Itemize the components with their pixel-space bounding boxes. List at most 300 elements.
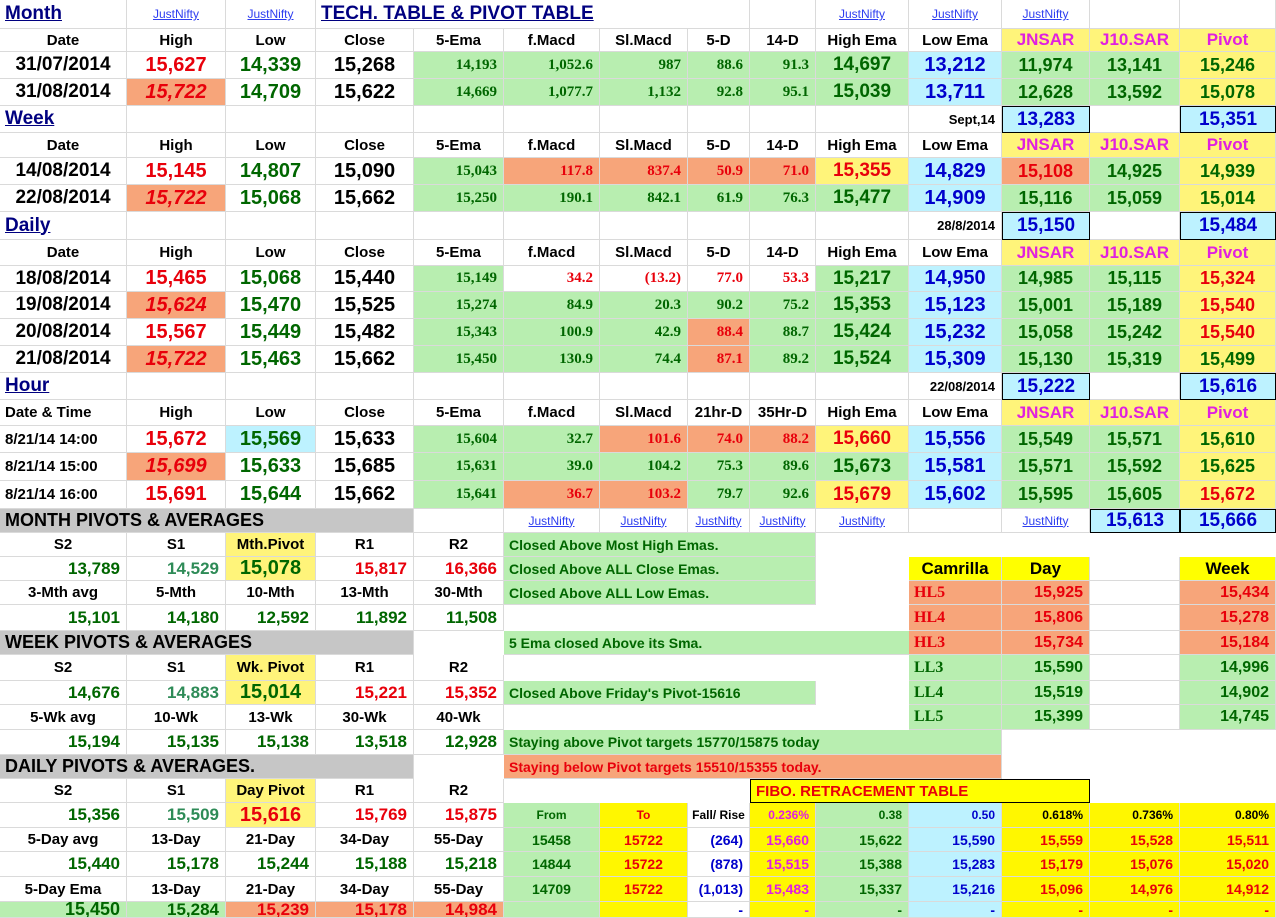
justnifty-link[interactable]: JustNifty	[127, 0, 226, 29]
column-header: f.Macd	[504, 29, 600, 52]
table-row-cell: 89.2	[750, 346, 816, 373]
table-row-cell: 31/08/2014	[0, 79, 127, 106]
fibo-header: 0.80%	[1180, 803, 1276, 828]
justnifty-link[interactable]: JustNifty	[600, 509, 688, 533]
table-cell	[688, 106, 750, 133]
pivot-value: 15,188	[316, 852, 414, 877]
pivot-value: 15,194	[0, 730, 127, 755]
table-row-cell: 36.7	[504, 481, 600, 509]
camrilla-week-value: 14,996	[1180, 655, 1276, 681]
fibo-value: 15,283	[909, 852, 1002, 877]
table-cell	[414, 373, 504, 400]
table-row-cell: 130.9	[504, 346, 600, 373]
table-row-cell: 15,250	[414, 185, 504, 212]
pivot-label: 34-Day	[316, 828, 414, 852]
table-row-cell: 88.7	[750, 319, 816, 346]
table-row-cell: 15,450	[414, 346, 504, 373]
fibo-value: 14,912	[1180, 877, 1276, 902]
table-cell	[816, 212, 909, 240]
table-row-cell: 88.6	[688, 52, 750, 79]
pivot-label: 40-Wk	[414, 705, 504, 730]
camrilla-day-value: 15,519	[1002, 681, 1090, 705]
column-header: J10.SAR	[1090, 240, 1180, 266]
column-header: Pivot	[1180, 240, 1276, 266]
camrilla-level: LL5	[909, 705, 1002, 730]
table-row-cell: 14,807	[226, 158, 316, 185]
column-header: Sl.Macd	[600, 29, 688, 52]
summary-label: 22/08/2014	[909, 373, 1002, 400]
justnifty-link[interactable]: JustNifty	[909, 0, 1002, 29]
column-header: Close	[316, 240, 414, 266]
pivot-section-title: DAILY PIVOTS & AVERAGES.	[0, 755, 414, 779]
column-header: f.Macd	[504, 133, 600, 158]
section-month-label: Month	[0, 0, 127, 29]
table-row-cell: 15,309	[909, 346, 1002, 373]
column-header: 5-Ema	[414, 240, 504, 266]
column-header: Low	[226, 133, 316, 158]
table-row-cell: 90.2	[688, 292, 750, 319]
column-header: 5-D	[688, 29, 750, 52]
table-cell	[1090, 681, 1180, 705]
table-row-cell: 77.0	[688, 266, 750, 292]
fibo-value: (264)	[688, 828, 750, 852]
fibo-value: 15,511	[1180, 828, 1276, 852]
pivot-label: 5-Day Ema	[0, 877, 127, 902]
table-row-cell: 15,463	[226, 346, 316, 373]
justnifty-link[interactable]: JustNifty	[816, 0, 909, 29]
camrilla-week-value: 15,434	[1180, 581, 1276, 605]
fibo-value: -	[688, 902, 750, 918]
pivot-label: 5-Wk avg	[0, 705, 127, 730]
column-header: Low Ema	[909, 29, 1002, 52]
table-row-cell: 14,339	[226, 52, 316, 79]
pivot-value: 14,883	[127, 681, 226, 705]
column-header: Low	[226, 240, 316, 266]
table-row-cell: 34.2	[504, 266, 600, 292]
table-row-cell: 15,540	[1180, 292, 1276, 319]
table-cell	[504, 212, 600, 240]
fibo-value: 15,559	[1002, 828, 1090, 852]
fibo-header: 0.50	[909, 803, 1002, 828]
pivot-value: 15,356	[0, 803, 127, 828]
table-row-cell: 22/08/2014	[0, 185, 127, 212]
table-row-cell: 14,697	[816, 52, 909, 79]
table-row-cell: 15,123	[909, 292, 1002, 319]
pivot-label: Day Pivot	[226, 779, 316, 803]
table-cell	[414, 509, 504, 533]
table-row-cell: 15,660	[816, 426, 909, 453]
column-header: Low	[226, 29, 316, 52]
table-row-cell: 15,672	[1180, 481, 1276, 509]
table-row-cell: 14,909	[909, 185, 1002, 212]
table-row-cell: 15,571	[1002, 453, 1090, 481]
table-row-cell: 15,355	[816, 158, 909, 185]
note-close-emas: Closed Above ALL Close Emas.	[504, 557, 816, 581]
justnifty-link[interactable]: JustNifty	[688, 509, 750, 533]
table-row-cell: 14,193	[414, 52, 504, 79]
fibo-value: 15,590	[909, 828, 1002, 852]
pivot-label: 5-Mth	[127, 581, 226, 605]
fibo-value: -	[1180, 902, 1276, 918]
pivot-value: 15,509	[127, 803, 226, 828]
table-row-cell: 15,540	[1180, 319, 1276, 346]
column-header: JNSAR	[1002, 29, 1090, 52]
table-row-cell: 13,592	[1090, 79, 1180, 106]
column-header: High	[127, 400, 226, 426]
table-row-cell: 100.9	[504, 319, 600, 346]
fibo-header: Fall/ Rise	[688, 803, 750, 828]
fibo-header: 0.736%	[1090, 803, 1180, 828]
table-cell	[1090, 106, 1180, 133]
pivot-label: 55-Day	[414, 877, 504, 902]
pivot-label: S2	[0, 655, 127, 681]
column-header: JNSAR	[1002, 240, 1090, 266]
fibo-value: 15,020	[1180, 852, 1276, 877]
pivot-value: 15,239	[226, 902, 316, 918]
page-title: TECH. TABLE & PIVOT TABLE	[316, 0, 750, 29]
table-cell	[1090, 0, 1180, 29]
pivot-value: 15,817	[316, 557, 414, 581]
table-row-cell: 19/08/2014	[0, 292, 127, 319]
summary-pivot: 15,484	[1180, 212, 1276, 240]
table-row-cell: 1,077.7	[504, 79, 600, 106]
pivot-label: 30-Mth	[414, 581, 504, 605]
column-header: 5-D	[688, 240, 750, 266]
table-cell	[688, 373, 750, 400]
table-row-cell: 837.4	[600, 158, 688, 185]
pivot-label: R1	[316, 779, 414, 803]
summary-pivot: 15,351	[1180, 106, 1276, 133]
table-row-cell: 15,602	[909, 481, 1002, 509]
table-row-cell: 15,108	[1002, 158, 1090, 185]
table-row-cell: 15,477	[816, 185, 909, 212]
fibo-value: 14,976	[1090, 877, 1180, 902]
note-5ema-sma: 5 Ema closed Above its Sma.	[504, 631, 1002, 655]
table-row-cell: 21/08/2014	[0, 346, 127, 373]
table-row-cell: 79.7	[688, 481, 750, 509]
pivot-section-title: MONTH PIVOTS & AVERAGES	[0, 509, 414, 533]
table-row-cell: 15,581	[909, 453, 1002, 481]
justnifty-link[interactable]: JustNifty	[816, 509, 909, 533]
pivot-label: 21-Day	[226, 828, 316, 852]
table-row-cell: 15,524	[816, 346, 909, 373]
pivot-value: 15,875	[414, 803, 504, 828]
column-header: 14-D	[750, 240, 816, 266]
pivot-value: 15,352	[414, 681, 504, 705]
note-below-pivot: Staying below Pivot targets 15510/15355 today.	[504, 755, 1002, 779]
table-row-cell: 88.2	[750, 426, 816, 453]
camrilla-header: Camrilla	[909, 557, 1002, 581]
table-row-cell: 15,068	[226, 266, 316, 292]
table-cell	[1090, 581, 1180, 605]
table-row-cell: 15,662	[316, 185, 414, 212]
fibo-value: 14709	[504, 877, 600, 902]
table-row-cell: 15,014	[1180, 185, 1276, 212]
fibo-value: 15722	[600, 828, 688, 852]
column-header: Low Ema	[909, 240, 1002, 266]
column-header: High Ema	[816, 133, 909, 158]
table-cell	[1090, 373, 1180, 400]
column-header: 14-D	[750, 29, 816, 52]
table-row-cell: 13,212	[909, 52, 1002, 79]
pivot-label: R1	[316, 533, 414, 557]
column-header: 21hr-D	[688, 400, 750, 426]
table-cell	[316, 106, 414, 133]
table-row-cell: 53.3	[750, 266, 816, 292]
table-row-cell: 32.7	[504, 426, 600, 453]
table-row-cell: 15,130	[1002, 346, 1090, 373]
pivot-label: 13-Day	[127, 828, 226, 852]
table-cell	[750, 106, 816, 133]
column-header: Pivot	[1180, 133, 1276, 158]
pivot-value: 15,078	[226, 557, 316, 581]
fibo-value: 15,216	[909, 877, 1002, 902]
justnifty-link[interactable]: JustNifty	[504, 509, 600, 533]
pivot-value: 14,984	[414, 902, 504, 918]
summary-low-ema: 15,222	[1002, 373, 1090, 400]
table-row-cell: 15,465	[127, 266, 226, 292]
table-row-cell: 15,722	[127, 185, 226, 212]
column-header: Pivot	[1180, 29, 1276, 52]
table-cell	[1090, 605, 1180, 631]
table-row-cell: 15,631	[414, 453, 504, 481]
table-row-cell: 15,116	[1002, 185, 1090, 212]
table-row-cell: 91.3	[750, 52, 816, 79]
table-cell	[600, 373, 688, 400]
table-row-cell: 15,592	[1090, 453, 1180, 481]
fibo-header: From	[504, 803, 600, 828]
camrilla-level: HL3	[909, 631, 1002, 655]
column-header: f.Macd	[504, 240, 600, 266]
column-header: Low Ema	[909, 133, 1002, 158]
table-row-cell: 15,662	[316, 346, 414, 373]
fibo-value: 14844	[504, 852, 600, 877]
table-cell	[504, 106, 600, 133]
fibo-value: (1,013)	[688, 877, 750, 902]
pivot-label: S1	[127, 533, 226, 557]
camrilla-week-value: 14,902	[1180, 681, 1276, 705]
table-cell	[1180, 0, 1276, 29]
table-row-cell: 8/21/14 16:00	[0, 481, 127, 509]
column-header: f.Macd	[504, 400, 600, 426]
camrilla-level: HL5	[909, 581, 1002, 605]
column-header: Close	[316, 400, 414, 426]
fibo-value: 15,337	[816, 877, 909, 902]
pivot-value: 15,450	[0, 902, 127, 918]
summary-pivot: 15,616	[1180, 373, 1276, 400]
pivot-value: 14,180	[127, 605, 226, 631]
table-row-cell: 92.8	[688, 79, 750, 106]
pivot-label: Wk. Pivot	[226, 655, 316, 681]
pivot-label: 21-Day	[226, 877, 316, 902]
column-header: Sl.Macd	[600, 133, 688, 158]
table-row-cell: 15,043	[414, 158, 504, 185]
table-row-cell: 84.9	[504, 292, 600, 319]
camrilla-week-value: 15,278	[1180, 605, 1276, 631]
table-row-cell: 20/08/2014	[0, 319, 127, 346]
table-row-cell: 103.2	[600, 481, 688, 509]
pivot-value: 15,135	[127, 730, 226, 755]
pivot-value: 14,676	[0, 681, 127, 705]
column-header: High	[127, 240, 226, 266]
table-cell	[1090, 655, 1180, 681]
table-row-cell: 15,722	[127, 346, 226, 373]
table-row-cell: 15,595	[1002, 481, 1090, 509]
table-row-cell: 1,132	[600, 79, 688, 106]
table-row-cell: 15,424	[816, 319, 909, 346]
table-row-cell: 15,624	[127, 292, 226, 319]
table-row-cell: 95.1	[750, 79, 816, 106]
table-row-cell: 15,058	[1002, 319, 1090, 346]
pivot-label: R2	[414, 533, 504, 557]
table-row-cell: 76.3	[750, 185, 816, 212]
fibo-value: -	[1090, 902, 1180, 918]
table-row-cell: 15,242	[1090, 319, 1180, 346]
table-row-cell: 88.4	[688, 319, 750, 346]
table-row-cell: 14,669	[414, 79, 504, 106]
table-row-cell: 15,499	[1180, 346, 1276, 373]
table-cell	[1090, 705, 1180, 730]
table-row-cell: 101.6	[600, 426, 688, 453]
table-row-cell: 61.9	[688, 185, 750, 212]
table-row-cell: 15,039	[816, 79, 909, 106]
pivot-label: R1	[316, 655, 414, 681]
table-row-cell: 74.4	[600, 346, 688, 373]
pivot-label: 3-Mth avg	[0, 581, 127, 605]
pivot-value: 15,138	[226, 730, 316, 755]
table-cell	[750, 373, 816, 400]
column-header: J10.SAR	[1090, 400, 1180, 426]
table-row-cell: 15,622	[316, 79, 414, 106]
fibo-value: (878)	[688, 852, 750, 877]
fibo-value: 15,528	[1090, 828, 1180, 852]
pivot-value: 11,892	[316, 605, 414, 631]
pivot-value: 15,616	[226, 803, 316, 828]
table-row-cell: 15,189	[1090, 292, 1180, 319]
table-cell	[816, 373, 909, 400]
summary-label: 28/8/2014	[909, 212, 1002, 240]
justnifty-link[interactable]: JustNifty	[1002, 509, 1090, 533]
table-row-cell: 15,115	[1090, 266, 1180, 292]
column-header: JNSAR	[1002, 133, 1090, 158]
table-row-cell: 15,353	[816, 292, 909, 319]
pivot-label: Mth.Pivot	[226, 533, 316, 557]
pivot-value: 12,928	[414, 730, 504, 755]
justnifty-link[interactable]: JustNifty	[1002, 0, 1090, 29]
hour-footer-pivot: 15,666	[1180, 509, 1276, 533]
table-row-cell: 8/21/14 14:00	[0, 426, 127, 453]
table-row-cell: 89.6	[750, 453, 816, 481]
fibo-value: 15458	[504, 828, 600, 852]
table-row-cell: 15,633	[226, 453, 316, 481]
column-header: High Ema	[816, 400, 909, 426]
pivot-label: 30-Wk	[316, 705, 414, 730]
column-header: 5-Ema	[414, 29, 504, 52]
table-row-cell: 15,633	[316, 426, 414, 453]
table-row-cell: 15,571	[1090, 426, 1180, 453]
fibo-value: 15,076	[1090, 852, 1180, 877]
table-row-cell: 190.1	[504, 185, 600, 212]
pivot-label: 13-Mth	[316, 581, 414, 605]
table-cell	[750, 212, 816, 240]
pivot-value: 15,178	[127, 852, 226, 877]
table-row-cell: 15,672	[127, 426, 226, 453]
table-row-cell: 15,246	[1180, 52, 1276, 79]
justnifty-link[interactable]: JustNifty	[750, 509, 816, 533]
table-row-cell: 15,470	[226, 292, 316, 319]
table-row-cell: 14,985	[1002, 266, 1090, 292]
pivot-section-title: WEEK PIVOTS & AVERAGES	[0, 631, 414, 655]
camrilla-day-value: 15,806	[1002, 605, 1090, 631]
table-row-cell: 15,610	[1180, 426, 1276, 453]
table-row-cell: 74.0	[688, 426, 750, 453]
table-cell	[504, 373, 600, 400]
column-header: 14-D	[750, 133, 816, 158]
table-row-cell: 15,145	[127, 158, 226, 185]
summary-label: Sept,14	[909, 106, 1002, 133]
fibo-value: -	[1002, 902, 1090, 918]
table-row-cell: (13.2)	[600, 266, 688, 292]
table-row-cell: 15,604	[414, 426, 504, 453]
table-row-cell: 13,141	[1090, 52, 1180, 79]
table-row-cell: 15,569	[226, 426, 316, 453]
camrilla-day-value: 15,925	[1002, 581, 1090, 605]
camrilla-week-header: Week	[1180, 557, 1276, 581]
section-label: Daily	[0, 212, 127, 240]
column-header: J10.SAR	[1090, 133, 1180, 158]
column-header: Sl.Macd	[600, 400, 688, 426]
table-row-cell: 15,722	[127, 79, 226, 106]
table-cell	[750, 0, 816, 29]
table-row-cell: 39.0	[504, 453, 600, 481]
camrilla-day-value: 15,590	[1002, 655, 1090, 681]
table-cell	[226, 373, 316, 400]
camrilla-day-value: 15,399	[1002, 705, 1090, 730]
fibo-value: 15,483	[750, 877, 816, 902]
table-row-cell: 842.1	[600, 185, 688, 212]
table-row-cell: 1,052.6	[504, 52, 600, 79]
table-cell	[688, 212, 750, 240]
table-cell	[600, 212, 688, 240]
summary-low-ema: 15,150	[1002, 212, 1090, 240]
camrilla-level: LL4	[909, 681, 1002, 705]
column-header: Close	[316, 133, 414, 158]
table-row-cell: 15,673	[816, 453, 909, 481]
table-row-cell: 15,641	[414, 481, 504, 509]
fibo-header: 0.236%	[750, 803, 816, 828]
table-row-cell: 92.6	[750, 481, 816, 509]
fibo-header: 0.38	[816, 803, 909, 828]
pivot-label: 10-Mth	[226, 581, 316, 605]
column-header: High	[127, 29, 226, 52]
table-cell	[316, 373, 414, 400]
fibo-value: 15,179	[1002, 852, 1090, 877]
table-row-cell: 87.1	[688, 346, 750, 373]
pivot-label: S1	[127, 655, 226, 681]
pivot-value: 15,014	[226, 681, 316, 705]
pivot-value: 16,366	[414, 557, 504, 581]
table-row-cell: 15,232	[909, 319, 1002, 346]
table-cell	[414, 106, 504, 133]
justnifty-link[interactable]: JustNifty	[226, 0, 316, 29]
column-header: Date	[0, 133, 127, 158]
column-header: Date & Time	[0, 400, 127, 426]
note-low-emas: Closed Above ALL Low Emas.	[504, 581, 816, 605]
pivot-value: 12,592	[226, 605, 316, 631]
table-row-cell: 14,829	[909, 158, 1002, 185]
table-row-cell: 987	[600, 52, 688, 79]
table-cell	[127, 373, 226, 400]
